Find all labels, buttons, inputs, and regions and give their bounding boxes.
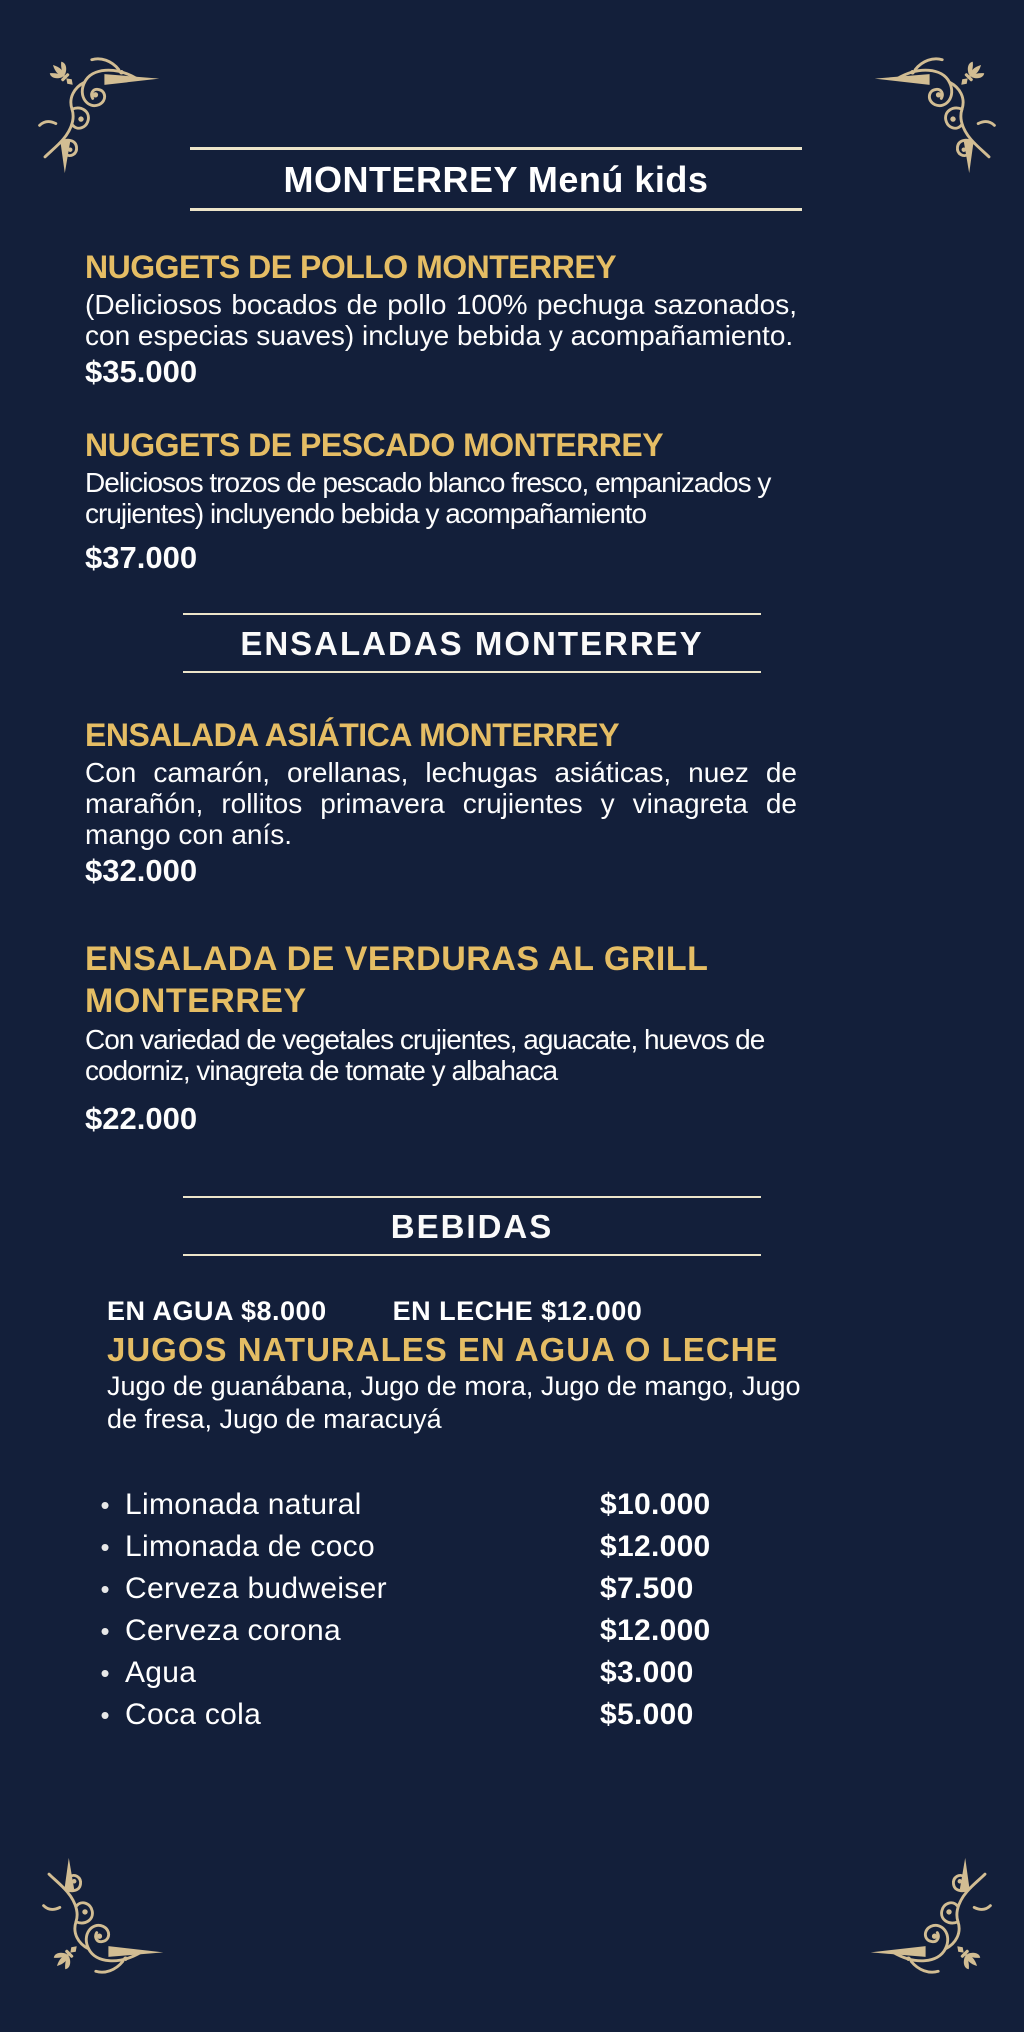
drink-price: $10.000 — [600, 1488, 711, 1521]
section-header-bebidas — [183, 1196, 761, 1256]
corner-flourish-icon — [868, 1857, 994, 1983]
drink-price: $5.000 — [600, 1698, 694, 1731]
drink-price: $12.000 — [600, 1530, 711, 1563]
bullet-icon: • — [100, 1616, 110, 1646]
item-price: $37.000 — [85, 540, 198, 575]
item-name: ENSALADA DE VERDURAS AL GRILL MONTERREY — [85, 940, 708, 1020]
item-name: NUGGETS DE POLLO MONTERREY — [85, 249, 617, 285]
section-header-ensaladas — [183, 613, 761, 673]
item-description: Deliciosos trozos de pescado blanco fresco, empanizados y crujientes) incluyendo bebida y acompañamiento — [85, 467, 771, 529]
drink-row — [85, 1484, 939, 1526]
section-title: ENSALADAS MONTERREY — [240, 625, 704, 662]
bullet-icon: • — [100, 1658, 110, 1688]
item-name: ENSALADA ASIÁTICA MONTERREY — [85, 717, 620, 753]
bullet-icon: • — [100, 1574, 110, 1604]
drink-row — [85, 1610, 939, 1652]
menu-item-ensalada-verduras — [85, 938, 939, 1138]
juice-base-prices — [107, 1294, 939, 1328]
item-price: $35.000 — [85, 354, 198, 389]
drink-name: Coca cola — [125, 1698, 262, 1731]
drink-row — [85, 1526, 939, 1568]
item-price: $22.000 — [85, 1101, 198, 1136]
drink-name: Limonada de coco — [125, 1530, 375, 1563]
item-price: $32.000 — [85, 853, 198, 888]
drink-name: Agua — [125, 1656, 197, 1689]
menu-item-nuggets-pollo — [85, 247, 939, 391]
drink-name: Cerveza budweiser — [125, 1572, 387, 1605]
bullet-icon: • — [100, 1700, 110, 1730]
menu-title-header — [190, 147, 802, 211]
price-en-leche: EN LECHE $12.000 — [392, 1296, 643, 1326]
bullet-icon: • — [100, 1490, 110, 1520]
item-description: (Deliciosos bocados de pollo 100% pechuga sazonados, con especias suaves) incluye bebida y acompañamiento. — [85, 289, 797, 351]
bullet-icon: • — [100, 1532, 110, 1562]
menu-item-ensalada-asiatica — [85, 715, 939, 890]
drink-price: $12.000 — [600, 1614, 711, 1647]
item-description: Con variedad de vegetales crujientes, aguacate, huevos de codorniz, vinagreta de tomate y albahaca — [85, 1024, 765, 1086]
item-name: NUGGETS DE PESCADO MONTERREY — [85, 427, 664, 463]
drinks-list — [85, 1484, 939, 1736]
menu-content — [85, 0, 939, 1736]
jugos-flavors-list: Jugo de guanábana, Jugo de mora, Jugo de mango, Jugo de fresa, Jugo de maracuyá — [107, 1371, 801, 1434]
drink-name: Cerveza corona — [125, 1614, 341, 1647]
jugos-naturales-title: JUGOS NATURALES EN AGUA O LECHE — [107, 1331, 779, 1368]
section-title: BEBIDAS — [390, 1208, 554, 1245]
page-title: MONTERREY Menú kids — [283, 159, 709, 200]
drink-row — [85, 1694, 939, 1736]
item-description: Con camarón, orellanas, lechugas asiáticas, nuez de marañón, rollitos primavera crujientes y vinagreta de mango con anís. — [85, 757, 797, 850]
drink-row — [85, 1568, 939, 1610]
bebidas-group — [107, 1294, 939, 1436]
drink-row — [85, 1652, 939, 1694]
menu-item-nuggets-pescado — [85, 425, 939, 577]
price-en-agua: EN AGUA $8.000 — [107, 1296, 327, 1326]
drink-name: Limonada natural — [125, 1488, 362, 1521]
corner-flourish-icon — [40, 1857, 166, 1983]
drink-price: $7.500 — [600, 1572, 694, 1605]
drink-price: $3.000 — [600, 1656, 694, 1689]
